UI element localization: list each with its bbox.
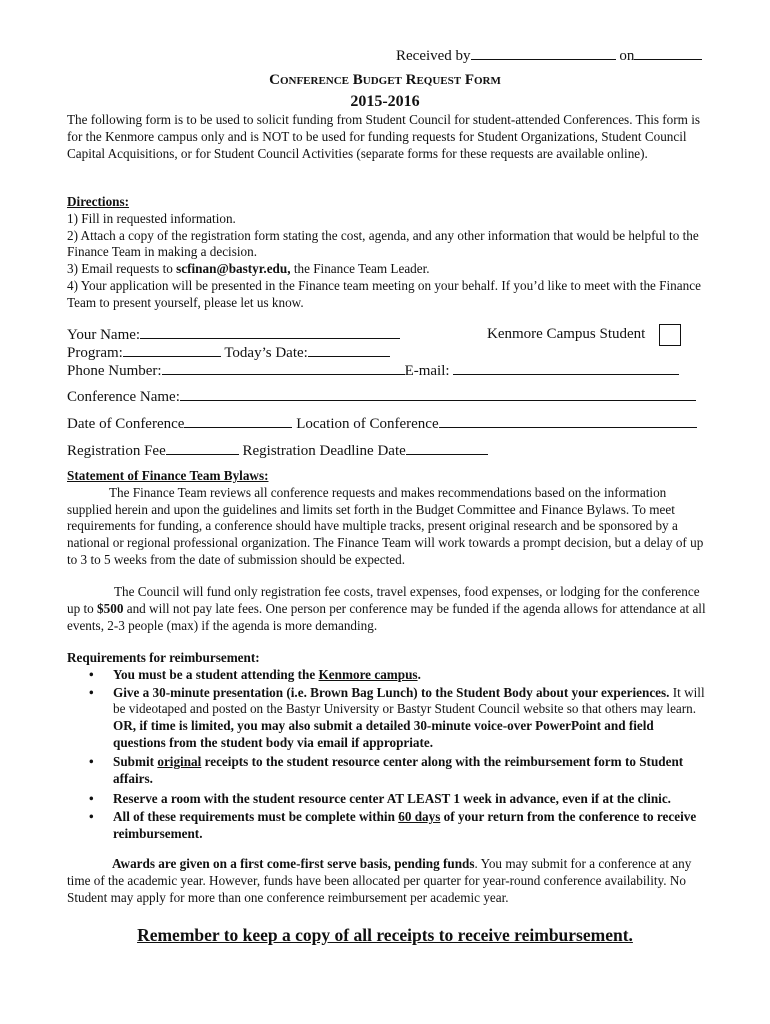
directions: [67, 194, 707, 312]
your-name-field[interactable]: [140, 326, 400, 339]
direction-1: 1) Fill in requested information.: [67, 210, 236, 226]
direction-2: 2) Attach a copy of the registration form stating the cost, agenda, and any other information that would be helpful to the Finance Team in making a decision.: [67, 227, 699, 260]
phone-label: Phone Number:: [67, 363, 162, 379]
form-title: Conference Budget Request Form: [269, 72, 501, 88]
conference-name-field[interactable]: [180, 388, 696, 401]
awards-paragraph: Awards are given on a first come-first serve basis, pending funds. You may submit for a conference at any time of the academic year. However, funds have been allocated per quarter for year-round conference availability. No Student may apply for more than one conference reimbursement per academic year.: [67, 856, 692, 905]
received-by-label: Received by: [396, 48, 471, 64]
requirements-heading: Requirements for reimbursement:: [67, 650, 260, 665]
received-by-line: [396, 47, 702, 65]
program-field[interactable]: [123, 344, 221, 357]
date-of-conference-label: Date of Conference: [67, 416, 185, 432]
finance-email[interactable]: scfinan@bastyr.edu,: [176, 261, 291, 277]
bylaws-heading: Statement of Finance Team Bylaws:: [67, 468, 269, 483]
requirement-3: • Submit original receipts to the student resource center along with the reimbursement form to Student affairs.: [89, 753, 684, 786]
registration-fee-field[interactable]: [166, 442, 239, 455]
registration-deadline-field[interactable]: [406, 442, 488, 455]
your-name-label: Your Name:: [67, 327, 141, 343]
registration-fee-label: Registration Fee: [67, 443, 166, 459]
kenmore-student-label: Kenmore Campus Student: [487, 326, 646, 342]
direction-4: 4) Your application will be presented in the Finance team meeting on your behalf. If you’d like to meet with the Finance Team to present yourself, please let us know.: [67, 277, 701, 310]
date-location-row: [67, 415, 697, 433]
conference-name-row: [67, 388, 696, 406]
program-label: Program:: [67, 345, 123, 361]
location-of-conference-field[interactable]: [439, 415, 697, 428]
bylaws-section: [67, 468, 707, 569]
requirements-section: [67, 650, 707, 843]
kenmore-student-checkbox[interactable]: [659, 324, 681, 346]
registration-deadline-label: Registration Deadline Date: [242, 443, 406, 459]
email-field[interactable]: [453, 362, 679, 375]
conference-name-label: Conference Name:: [67, 389, 180, 405]
todays-date-label: Today’s Date:: [224, 345, 308, 361]
todays-date-field[interactable]: [308, 344, 390, 357]
your-name-row: [67, 326, 400, 344]
received-by-blank[interactable]: [471, 47, 616, 60]
funding-limit: $500: [97, 600, 124, 616]
form-year: 2015-2016: [350, 93, 420, 110]
requirement-1: • You must be a student attending the Kenmore campus.: [89, 666, 421, 682]
received-on-label: on: [619, 48, 635, 64]
requirement-5: • All of these requirements must be complete within 60 days of your return from the conference to receive reimbursement.: [89, 809, 697, 841]
received-on-blank[interactable]: [634, 47, 702, 60]
bylaws-paragraph-2: The Council will fund only registration fee costs, travel expenses, food expenses, or lodging for the conference up to $500 and will not pay late fees. One person per conference may be funded if the agenda allows for attendance at all events, 2-3 people (max) if the agenda is more demanding.: [67, 584, 706, 633]
directions-heading: Directions:: [67, 194, 130, 209]
intro-paragraph: The following form is to be used to solicit funding from Student Council for student-attended Conferences. This form is for the Kenmore campus only and is NOT to be used for funding requests for Student Organizations, Student Council Capital Acquisitions, or for Student Council Activities (separate forms for these requests are available online).: [67, 112, 701, 161]
direction-3: 3) Email requests to scfinan@bastyr.edu, the Finance Team Leader.: [67, 261, 430, 277]
date-of-conference-field[interactable]: [184, 415, 292, 428]
requirement-4: • Reserve a room with the student resource center AT LEAST 1 week in advance, even if at the clinic.: [89, 791, 671, 807]
program-row: [67, 344, 390, 362]
bylaws-paragraph-1: The Finance Team reviews all conference requests and makes recommendations based on the information supplied herein and upon the guidelines and limits set forth in the Budget Committee and Finance Bylaws. To meet requirements for funding, a conference should have multiple tracks, present original research and be sponsored by a national or regional professional organization. The Finance Team will work towards a prompt decision, but a delay of up to 3 to 5 weeks from the date of submission should be expected.: [67, 484, 704, 567]
location-of-conference-label: Location of Conference: [296, 416, 439, 432]
registration-row: [67, 442, 488, 460]
email-label: E-mail:: [404, 363, 450, 379]
reminder: Remember to keep a copy of all receipts to receive reimbursement.: [137, 925, 633, 945]
phone-field[interactable]: [162, 362, 405, 375]
phone-row: [67, 362, 679, 380]
requirement-2: • Give a 30-minute presentation (i.e. Brown Bag Lunch) to the Student Body about your experiences. It will be videotaped and posted on the Bastyr University or Bastyr Student Council website so that others may learn. OR, if time is limited, you may also submit a detailed 30-minute voice-over PowerPoint and field questions from the student body via email if appropriate.: [89, 684, 705, 750]
